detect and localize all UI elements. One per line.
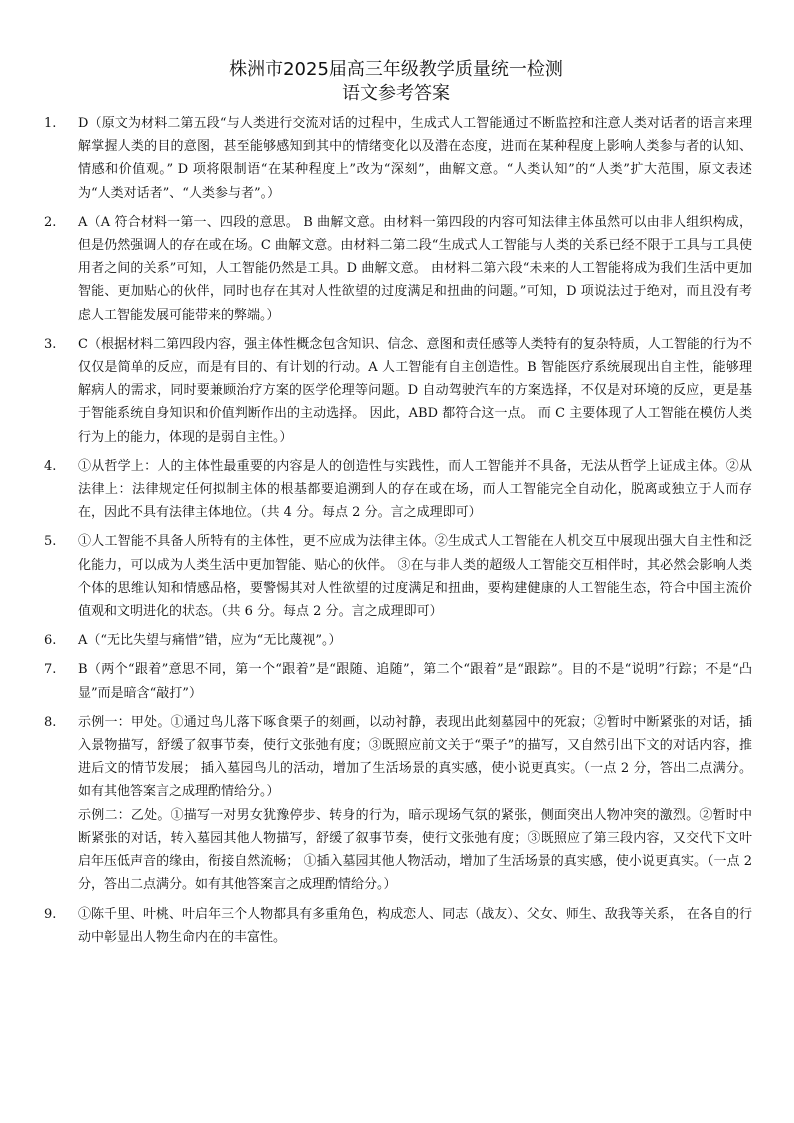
answer-body <box>78 530 752 623</box>
answer-item-8 <box>40 711 752 897</box>
answer-number: 8. <box>44 714 57 730</box>
answer-item-7 <box>40 658 752 704</box>
answer-number: 5. <box>44 534 57 550</box>
answer-text-example-2: 示例二：乙处。①描写一对男女犹豫停步、转身的行为，暗示现场气氛的紧张，侧面突出人物冲突的激烈。②暂时中断紧张的对话，转入墓园其他人物描写，舒缓了叙事节奏，使行文张弛有度；③既照应了第三段内容，又交代下文叶启年压低声音的缘由，衔接自然流畅； ①插入墓园其他人物活动，增加了生活场景的真实感，使小说更真实。（一点 2 分，答出二点满分。如有其他答案言之成理酌情给分。） <box>78 807 752 893</box>
document-subtitle: 语文参考答案 <box>342 83 450 104</box>
answer-text: B（两个“跟着”意思不同，第一个“跟着”是“跟随、追随”，第二个“跟着”是“跟踪”。目的不是“说明”行踪；不是“凸显”而是暗含“敲打”） <box>78 662 752 701</box>
answer-text: ①陈千里、叶桃、叶启年三个人物都具有多重角色，构成恋人、同志（战友）、父女、师生、敌我等关系， 在各自的行动中彰显出人物生命内在的丰富性。 <box>78 906 752 945</box>
answer-body <box>78 629 752 652</box>
answer-item-4 <box>40 455 752 525</box>
answer-number: 2. <box>44 214 57 230</box>
answer-body <box>78 658 752 704</box>
answer-item-2 <box>40 211 752 327</box>
answer-body <box>78 112 752 205</box>
answer-number: 7. <box>44 662 57 678</box>
answer-number: 4. <box>44 458 57 474</box>
answer-text: A（A 符合材料一第一、四段的意思。 B 曲解文意。由材料一第四段的内容可知法律主体虽然可以由非人组织构成，但是仍然强调人的存在或在场。C 曲解文意。由材料二第二段“生成式人工智能与人类的关系已经不限于工具与工具使用者之间的关系”可知，人工智能仍然是工具。D 曲解文意。 由材料二第六段“未来的人工智能将成为我们生活中更加智能、更加贴心的伙伴，同时也存在其对人性欲望的过度满足和扭曲的问题。”可知，D 项说法过于绝对，而且没有考虑人工智能发展可能带来的弊端。） <box>78 214 752 323</box>
answer-item-6 <box>40 629 752 652</box>
document-title: 株洲市2025届高三年级教学质量统一检测 <box>229 59 563 80</box>
answer-body <box>78 211 752 327</box>
answer-item-9 <box>40 903 752 949</box>
answer-list <box>40 112 752 949</box>
answer-item-3 <box>40 333 752 449</box>
answer-text: A（“无比失望与痛惜”错，应为“无比蔑视”。） <box>78 633 342 649</box>
answer-item-1 <box>40 112 752 205</box>
answer-number: 1. <box>44 116 57 131</box>
answer-text: C（根据材料二第四段内容，强主体性概念包含知识、信念、意图和责任感等人类特有的复杂特质，人工智能的行为不仅仅是简单的反应，而是有目的、有计划的行动。A 人工智能有自主创造性。B 智能医疗系统展现出自主性，能够理解病人的需求，同时要兼顾治疗方案的医学伦理等问题。D 自动驾驶汽车的方案选择，不仅是对环境的反应，更是基于智能系统自身知识和价值判断作出的主动选择。 因此，ABD 都符合这一点。 而 C 主要体现了人工智能在模仿人类行为上的能力，体现的是弱自主性。） <box>78 336 752 445</box>
answer-body <box>78 455 752 525</box>
answer-number: 9. <box>44 906 57 922</box>
answer-number: 3. <box>44 336 57 352</box>
answer-text: ①从哲学上：人的主体性最重要的内容是人的创造性与实践性，而人工智能并不具备，无法从哲学上证成主体。②从法律上：法律规定任何拟制主体的根基都要追溯到人的存在或在场，而人工智能完全自动化，脱离或独立于人而存在，因此不具有法律主体地位。（共 4 分。每点 2 分。言之成理即可） <box>78 458 752 521</box>
answer-body <box>78 333 752 449</box>
answer-body <box>78 903 752 949</box>
answer-body <box>78 711 752 897</box>
document-header <box>40 58 752 106</box>
answer-number: 6. <box>44 633 57 649</box>
answer-item-5 <box>40 530 752 623</box>
answer-text: D（原文为材料二第五段“与人类进行交流对话的过程中，生成式人工智能通过不断监控和注意人类对话者的语言来理解掌握人类的目的意图，甚至能够感知到其中的情绪变化以及潜在态度，进而在某种程度上影响人类参与者的认知、情感和价值观。” D 项将限制语“在某种程度上”改为“深刻”，曲解文意。“人类认知”的“人类”扩大范围，原文表述为“人类对话者”、“人类参与者”。） <box>78 116 752 201</box>
answer-text: ①人工智能不具备人所特有的主体性，更不应成为法律主体。②生成式人工智能在人机交互中展现出强大自主性和泛化能力，可以成为人类生活中更加智能、贴心的伙伴。 ③在与非人类的超级人工智能交互相伴时，其必然会影响人类个体的思维认知和情感品格，要警惕其对人性欲望的过度满足和扭曲，要构建健康的人工智能生态，符合中国主流价值观和文明进化的状态。（共 6 分。每点 2 分。言之成理即可） <box>78 534 752 620</box>
answer-text-example-1: 示例一：甲处。①通过鸟儿落下啄食栗子的刻画，以动衬静，表现出此刻墓园中的死寂；②暂时中断紧张的对话，插入景物描写，舒缓了叙事节奏，使行文张弛有度；③既照应前文关于“栗子”的描写，又自然引出下文的对话内容，推进后文的情节发展； 插入墓园鸟儿的活动，增加了生活场景的真实感，使小说更真实。（一点 2 分，答出二点满分。如有其他答案言之成理酌情给分。） <box>78 714 752 800</box>
